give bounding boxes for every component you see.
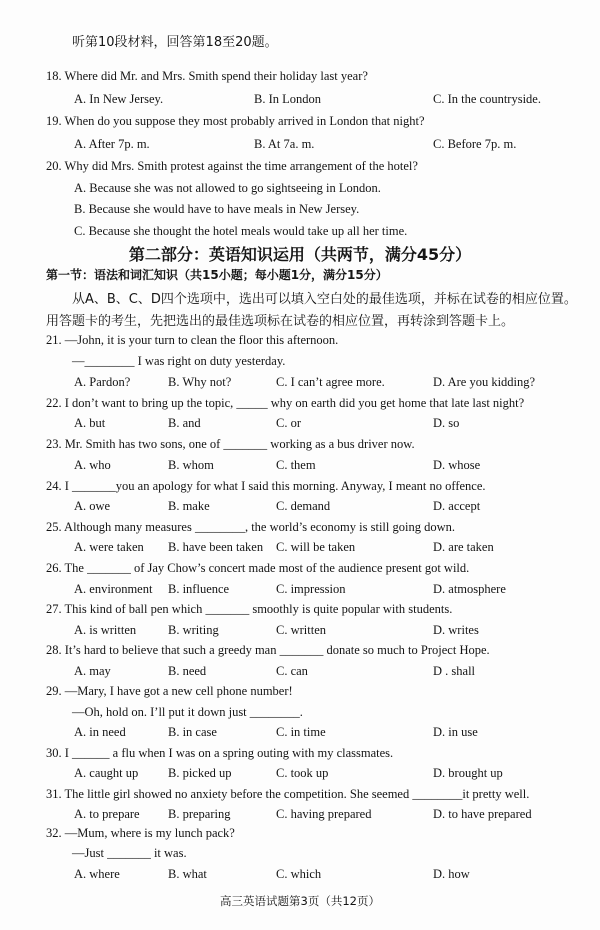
question-28-option-b: B. need bbox=[168, 664, 207, 678]
question-19-stem: 19. When do you suppose they most probably arrived in London that night? bbox=[46, 114, 425, 128]
question-30-stem: 30. I ______ a flu when I was on a spring outing with my classmates. bbox=[46, 746, 394, 760]
question-31-option-d: D. to have prepared bbox=[433, 807, 532, 821]
question-27-option-b: B. writing bbox=[168, 623, 219, 637]
question-22-option-a: A. but bbox=[74, 416, 106, 430]
question-23-option-c: C. them bbox=[276, 458, 316, 472]
question-29-line-2: —Oh, hold on. I’ll put it down just ________. bbox=[72, 705, 303, 719]
question-32-option-a: A. where bbox=[74, 867, 120, 881]
question-25-option-c: C. will be taken bbox=[276, 540, 356, 554]
question-18-option-b: B. In London bbox=[254, 92, 322, 106]
question-18-option-a: A. In New Jersey. bbox=[74, 92, 164, 106]
question-24-stem: 24. I _______you an apology for what I said this morning. Anyway, I meant no offence. bbox=[46, 479, 486, 493]
question-26-option-b: B. influence bbox=[168, 582, 230, 596]
question-20-option-b: B. Because she would have to have meals in New Jersey. bbox=[74, 202, 360, 216]
question-32-line-1: 32. —Mum, where is my lunch pack? bbox=[46, 826, 235, 840]
question-30-option-c: C. took up bbox=[276, 766, 329, 780]
question-29-option-c: C. in time bbox=[276, 725, 326, 739]
question-28-option-c: C. can bbox=[276, 664, 308, 678]
question-23-option-a: A. who bbox=[74, 458, 111, 472]
page-footer: 高三英语试题第3页（共12页） bbox=[220, 894, 380, 908]
question-24-option-a: A. owe bbox=[74, 499, 111, 513]
question-19-option-c: C. Before 7p. m. bbox=[433, 137, 517, 151]
question-19-option-b: B. At 7a. m. bbox=[254, 137, 315, 151]
question-25-option-b: B. have been taken bbox=[168, 540, 264, 554]
instruction-line-2: 用答题卡的考生，先把选出的最佳选项标在试卷的相应位置，再转涂到答题卡上。 bbox=[46, 314, 515, 329]
question-29-option-b: B. in case bbox=[168, 725, 217, 739]
question-26-option-c: C. impression bbox=[276, 582, 346, 596]
instruction-line-1: 从A、B、C、D四个选项中，选出可以填入空白处的最佳选项，并标在试卷的相应位置。 bbox=[72, 292, 577, 307]
question-23-option-d: D. whose bbox=[433, 458, 481, 472]
question-20-option-a: A. Because she was not allowed to go sightseeing in London. bbox=[74, 181, 381, 195]
question-27-option-c: C. written bbox=[276, 623, 326, 637]
question-22-stem: 22. I don’t want to bring up the topic, _____ why on earth did you get home that late last night? bbox=[46, 396, 525, 410]
question-24-option-d: D. accept bbox=[433, 499, 481, 513]
question-19-option-a: A. After 7p. m. bbox=[74, 137, 150, 151]
question-30-option-a: A. caught up bbox=[74, 766, 139, 780]
question-31-option-c: C. having prepared bbox=[276, 807, 372, 821]
question-32-option-d: D. how bbox=[433, 867, 470, 881]
question-27-stem: 27. This kind of ball pen which _______ smoothly is quite popular with students. bbox=[46, 602, 453, 616]
question-32-option-c: C. which bbox=[276, 867, 322, 881]
question-28-option-d: D . shall bbox=[433, 664, 476, 678]
question-21-option-c: C. I can’t agree more. bbox=[276, 375, 385, 389]
question-29-line-1: 29. —Mary, I have got a new cell phone number! bbox=[46, 684, 293, 698]
question-31-stem: 31. The little girl showed no anxiety before the competition. She seemed ________it pretty well. bbox=[46, 787, 530, 801]
question-23-option-b: B. whom bbox=[168, 458, 214, 472]
question-29-option-d: D. in use bbox=[433, 725, 478, 739]
question-24-option-b: B. make bbox=[168, 499, 210, 513]
question-31-option-b: B. preparing bbox=[168, 807, 231, 821]
question-21-option-a: A. Pardon? bbox=[74, 375, 131, 389]
question-30-option-d: D. brought up bbox=[433, 766, 503, 780]
question-29-option-a: A. in need bbox=[74, 725, 126, 739]
question-25-option-a: A. were taken bbox=[74, 540, 144, 554]
question-26-option-a: A. environment bbox=[74, 582, 153, 596]
question-28-option-a: A. may bbox=[74, 664, 111, 678]
question-27-option-d: D. writes bbox=[433, 623, 479, 637]
question-25-option-d: D. are taken bbox=[433, 540, 494, 554]
question-20-option-c: C. Because she thought the hotel meals would take up all her time. bbox=[74, 224, 408, 238]
section1-title: 第一节：语法和词汇知识（共15小题；每小题1分，满分15分） bbox=[46, 268, 388, 282]
question-23-stem: 23. Mr. Smith has two sons, one of _______ working as a bus driver now. bbox=[46, 437, 415, 451]
question-25-stem: 25. Although many measures ________, the world’s economy is still going down. bbox=[46, 520, 455, 534]
question-21-line-1: 21. —John, it is your turn to clean the floor this afternoon. bbox=[46, 333, 339, 347]
question-28-stem: 28. It’s hard to believe that such a greedy man _______ donate so much to Project Hope. bbox=[46, 643, 490, 657]
question-30-option-b: B. picked up bbox=[168, 766, 232, 780]
question-31-option-a: A. to prepare bbox=[74, 807, 140, 821]
question-21-option-b: B. Why not? bbox=[168, 375, 232, 389]
question-32-option-b: B. what bbox=[168, 867, 207, 881]
question-18-option-c: C. In the countryside. bbox=[433, 92, 541, 106]
question-21-option-d: D. Are you kidding? bbox=[433, 375, 536, 389]
question-27-option-a: A. is written bbox=[74, 623, 137, 637]
question-32-line-2: —Just _______ it was. bbox=[72, 846, 187, 860]
question-26-option-d: D. atmosphere bbox=[433, 582, 506, 596]
question-22-option-d: D. so bbox=[433, 416, 460, 430]
question-22-option-b: B. and bbox=[168, 416, 201, 430]
question-20-stem: 20. Why did Mrs. Smith protest against the time arrangement of the hotel? bbox=[46, 159, 418, 173]
question-21-line-2: —________ I was right on duty yesterday. bbox=[72, 354, 286, 368]
question-18-stem: 18. Where did Mr. and Mrs. Smith spend their holiday last year? bbox=[46, 69, 368, 83]
listening-intro: 听第10段材料，回答第18至20题。 bbox=[72, 35, 278, 50]
question-24-option-c: C. demand bbox=[276, 499, 331, 513]
part2-title: 第二部分：英语知识运用（共两节，满分45分） bbox=[128, 245, 472, 264]
question-22-option-c: C. or bbox=[276, 416, 301, 430]
question-26-stem: 26. The _______ of Jay Chow’s concert made most of the audience present got wild. bbox=[46, 561, 470, 575]
